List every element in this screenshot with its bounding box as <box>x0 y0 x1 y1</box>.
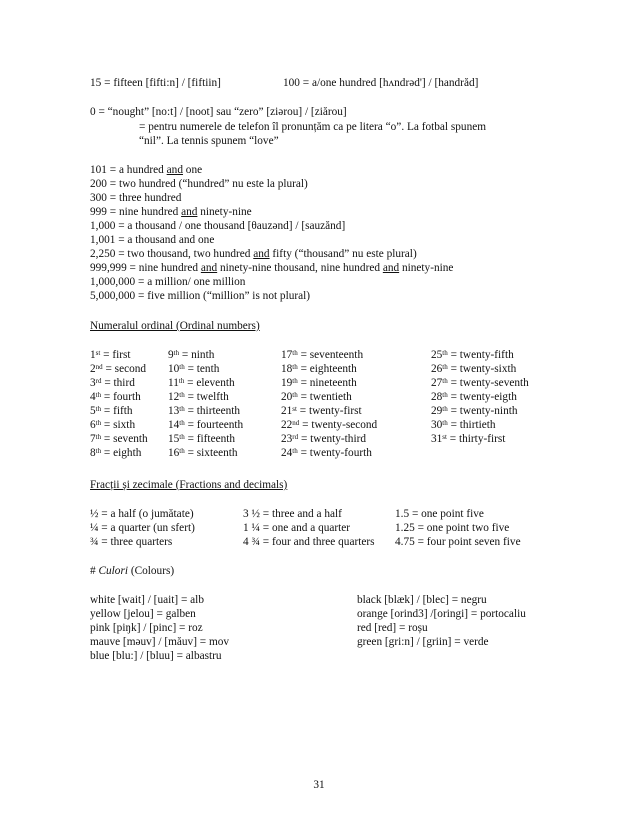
ordinal-suffix: rd <box>292 433 299 441</box>
ordinal-word: = thirtieth <box>447 419 496 431</box>
and-underlined: and <box>181 206 198 218</box>
colour-cell: green [gri:n] / [griin] = verde <box>357 636 489 648</box>
ordinal-cell <box>168 349 214 362</box>
hash: # <box>90 565 99 577</box>
ordinal-number: 23 <box>281 433 293 445</box>
ordinal-suffix: th <box>95 391 102 399</box>
line-fifteen: 15 = fifteen [fifti:n] / [fiftiin] <box>90 77 221 89</box>
ordinal-word: = first <box>100 349 131 361</box>
page-number: 31 <box>313 779 325 791</box>
fraction-cell: 4 ¾ = four and three quarters <box>243 536 375 548</box>
ordinal-number: 10 <box>168 363 180 375</box>
ordinal-suffix: th <box>95 433 102 441</box>
text: 101 = a hundred <box>90 164 167 176</box>
ordinal-cell <box>281 391 352 404</box>
line-999 <box>90 206 252 219</box>
ordinal-word: = ninth <box>179 349 215 361</box>
ordinal-number: 22 <box>281 419 293 431</box>
ordinal-cell <box>431 363 516 376</box>
ordinal-cell <box>431 391 517 404</box>
colour-cell: white [wait] / [uait] = alb <box>90 594 204 606</box>
ordinal-word: = twentieth <box>297 391 352 403</box>
text: (Colours) <box>128 565 175 577</box>
ordinal-suffix: th <box>292 391 298 399</box>
line-200: 200 = two hundred (“hundred” nu este la plural) <box>90 178 308 190</box>
ordinal-word: = eighth <box>101 447 142 459</box>
ordinal-suffix: th <box>179 433 185 441</box>
ordinal-number: 9 <box>168 349 174 361</box>
ordinal-suffix: th <box>178 377 185 385</box>
line-2250 <box>90 248 417 261</box>
colour-cell: mauve [məuv] / [măuv] = mov <box>90 636 230 648</box>
ordinal-number: 21 <box>281 405 293 417</box>
ordinal-suffix: th <box>179 447 185 455</box>
ordinal-cell <box>90 405 133 418</box>
ordinal-cell <box>90 419 135 432</box>
ordinal-word: = fifth <box>101 405 133 417</box>
fraction-cell: 1.25 = one point two five <box>395 522 510 534</box>
ordinal-number: 17 <box>281 349 293 361</box>
zero-note-line2: “nil”. La tennis spunem “love” <box>139 135 279 147</box>
ordinal-word: = eleventh <box>184 377 235 389</box>
ordinal-word: = seventh <box>101 433 148 445</box>
ordinal-suffix: st <box>292 405 297 413</box>
ordinal-cell <box>281 433 366 446</box>
ordinal-cell <box>281 405 362 418</box>
ordinal-number: 18 <box>281 363 293 375</box>
ordinal-number: 26 <box>431 363 443 375</box>
ordinal-suffix: nd <box>292 419 300 427</box>
ordinal-cell <box>90 447 141 460</box>
ordinal-word: = twenty-seventh <box>447 377 529 389</box>
ordinal-word: = twenty-second <box>299 419 378 431</box>
ordinal-word: = twelfth <box>184 391 229 403</box>
ordinal-cell <box>90 391 141 404</box>
ordinal-suffix: th <box>292 363 298 371</box>
ordinal-cell <box>281 447 372 460</box>
text: ninety-nine thousand, nine hundred <box>217 262 383 274</box>
ordinal-word: = nineteenth <box>297 377 357 389</box>
line-5-million: 5,000,000 = five million (“million” is not plural) <box>90 290 311 302</box>
ordinal-cell <box>281 349 363 362</box>
line-1001: 1,001 = a thousand and one <box>90 234 215 246</box>
ordinal-suffix: th <box>95 419 102 427</box>
ordinal-word: = thirty-first <box>446 433 506 445</box>
ordinal-suffix: st <box>95 349 101 357</box>
ordinal-word: = twenty-first <box>296 405 362 417</box>
ordinal-number: 15 <box>168 433 180 445</box>
colour-cell: blue [blu:] / [bluu] = albastru <box>90 650 222 662</box>
ordinal-number: 12 <box>168 391 180 403</box>
ordinal-suffix: rd <box>95 377 102 385</box>
ordinal-cell <box>90 363 146 376</box>
ordinal-number: 14 <box>168 419 180 431</box>
ordinal-cell <box>431 377 529 390</box>
ordinal-suffix: th <box>179 391 185 399</box>
ordinal-suffix: th <box>292 447 298 455</box>
and-underlined: and <box>253 248 270 260</box>
ordinal-word: = twenty-eigth <box>447 391 517 403</box>
and-underlined: and <box>166 164 183 176</box>
ordinal-number: 16 <box>168 447 180 459</box>
ordinal-suffix: th <box>442 405 448 413</box>
and-underlined: and <box>382 262 400 274</box>
ordinal-number: 25 <box>431 349 443 361</box>
fraction-cell: 1.5 = one point five <box>395 508 484 520</box>
ordinal-number: 7 <box>90 433 96 445</box>
line-101 <box>90 164 202 177</box>
ordinal-cell <box>431 349 514 362</box>
ordinal-cell <box>281 363 357 376</box>
ordinal-number: 28 <box>431 391 443 403</box>
ordinal-word: = eighteenth <box>297 363 357 375</box>
text: fifty (“thousand” nu este plural) <box>269 248 417 260</box>
ordinal-word: = tenth <box>184 363 220 375</box>
ordinal-suffix: th <box>292 377 298 385</box>
fraction-cell: 1 ¼ = one and a quarter <box>243 522 351 534</box>
line-1-million: 1,000,000 = a million/ one million <box>90 276 246 288</box>
ordinal-cell <box>431 433 505 446</box>
colour-cell: red [red] = roșu <box>357 622 428 634</box>
ordinal-suffix: th <box>179 363 185 371</box>
ordinal-suffix: st <box>442 433 447 441</box>
text: ninety-nine <box>399 262 454 274</box>
ordinal-cell <box>90 433 148 446</box>
zero-note <box>139 120 545 148</box>
ordinal-word: = sixteenth <box>184 447 238 459</box>
ordinal-number: 8 <box>90 447 96 459</box>
ordinal-suffix: nd <box>95 363 103 371</box>
ordinal-word: = third <box>101 377 135 389</box>
ordinal-cell <box>168 419 243 432</box>
ordinal-number: 31 <box>431 433 443 445</box>
ordinal-suffix: th <box>442 377 448 385</box>
ordinal-suffix: th <box>292 349 298 357</box>
line-hundred: 100 = a/one hundred [hʌndrəd'] / [handrăd] <box>283 77 479 89</box>
line-1000: 1,000 = a thousand / one thousand [θauzənd] / [sauzănd] <box>90 220 346 232</box>
ordinal-number: 2 <box>90 363 96 375</box>
ordinal-cell <box>431 419 496 432</box>
ordinal-suffix: th <box>442 349 448 357</box>
ordinal-suffix: th <box>95 405 102 413</box>
fraction-cell: ¾ = three quarters <box>90 536 173 548</box>
ordinal-cell <box>90 377 135 390</box>
ordinal-suffix: th <box>179 419 185 427</box>
ordinal-number: 3 <box>90 377 96 389</box>
ordinal-word: = twenty-third <box>298 433 367 445</box>
line-300: 300 = three hundred <box>90 192 182 204</box>
ordinal-word: = twenty-fifth <box>447 349 514 361</box>
colour-cell: orange [orind3] /[oringi] = portocaliu <box>357 608 526 620</box>
ordinal-cell <box>168 447 238 460</box>
ordinal-word: = twenty-sixth <box>447 363 517 375</box>
fraction-cell: 4.75 = four point seven five <box>395 536 521 548</box>
text: 999 = nine hundred <box>90 206 182 218</box>
ordinal-number: 1 <box>90 349 96 361</box>
fraction-cell: ½ = a half (o jumătate) <box>90 508 194 520</box>
colour-cell: pink [piŋk] / [pinc] = roz <box>90 622 203 634</box>
ordinal-suffix: th <box>442 419 448 427</box>
ordinal-word: = fourth <box>101 391 141 403</box>
ordinal-number: 29 <box>431 405 443 417</box>
text: 2,250 = two thousand, two hundred <box>90 248 254 260</box>
ordinal-number: 11 <box>168 377 179 389</box>
ordinal-cell <box>281 377 357 390</box>
ordinal-suffix: th <box>442 363 448 371</box>
ordinal-cell <box>168 377 235 390</box>
text: ninety-nine <box>197 206 252 218</box>
ordinal-word: = thirteenth <box>184 405 241 417</box>
ordinal-word: = twenty-fourth <box>297 447 372 459</box>
text: one <box>182 164 203 176</box>
ordinal-number: 19 <box>281 377 293 389</box>
ordinal-cell <box>168 363 219 376</box>
ordinal-number: 30 <box>431 419 443 431</box>
zero-note-line1: = pentru numerele de telefon îl pronunțăm ca pe litera “o”. La fotbal spunem <box>139 121 487 133</box>
fraction-cell: 3 ½ = three and a half <box>243 508 342 520</box>
ordinal-number: 24 <box>281 447 293 459</box>
ordinal-number: 5 <box>90 405 96 417</box>
colour-cell: yellow [jelou] = galben <box>90 608 196 620</box>
ordinal-suffix: th <box>173 349 180 357</box>
line-zero: 0 = “nought” [no:t] / [noot] sau “zero” [ziərou] / [ziărou] <box>90 106 347 118</box>
ordinal-cell <box>281 419 377 432</box>
fraction-cell: ¼ = a quarter (un sfert) <box>90 522 195 534</box>
ordinal-number: 4 <box>90 391 96 403</box>
ordinal-cell <box>168 391 229 404</box>
ordinal-word: = fourteenth <box>184 419 244 431</box>
ordinal-word: = twenty-ninth <box>447 405 518 417</box>
ordinal-number: 27 <box>431 377 443 389</box>
ordinal-cell <box>431 405 518 418</box>
colours-heading <box>90 565 174 578</box>
ordinal-suffix: th <box>179 405 185 413</box>
ordinal-number: 20 <box>281 391 293 403</box>
ordinal-suffix: th <box>442 391 448 399</box>
ordinal-word: = fifteenth <box>184 433 236 445</box>
ordinal-cell <box>168 433 235 446</box>
fractions-heading: Fracții și zecimale (Fractions and decimals) <box>90 479 288 491</box>
ordinal-number: 13 <box>168 405 180 417</box>
ordinal-word: = second <box>102 363 147 375</box>
line-999999 <box>90 262 453 275</box>
colour-cell: black [blæk] / [blec] = negru <box>357 594 487 606</box>
ordinal-suffix: th <box>95 447 102 455</box>
and-underlined: and <box>200 262 218 274</box>
text: 999,999 = nine hundred <box>90 262 201 274</box>
ordinal-word: = seventeenth <box>297 349 364 361</box>
ordinal-word: = sixth <box>101 419 136 431</box>
ordinal-heading: Numeralul ordinal (Ordinal numbers) <box>90 320 260 332</box>
ordinal-number: 6 <box>90 419 96 431</box>
ordinal-cell <box>168 405 240 418</box>
ordinal-cell <box>90 349 131 362</box>
culori-italic: Culori <box>98 565 128 577</box>
